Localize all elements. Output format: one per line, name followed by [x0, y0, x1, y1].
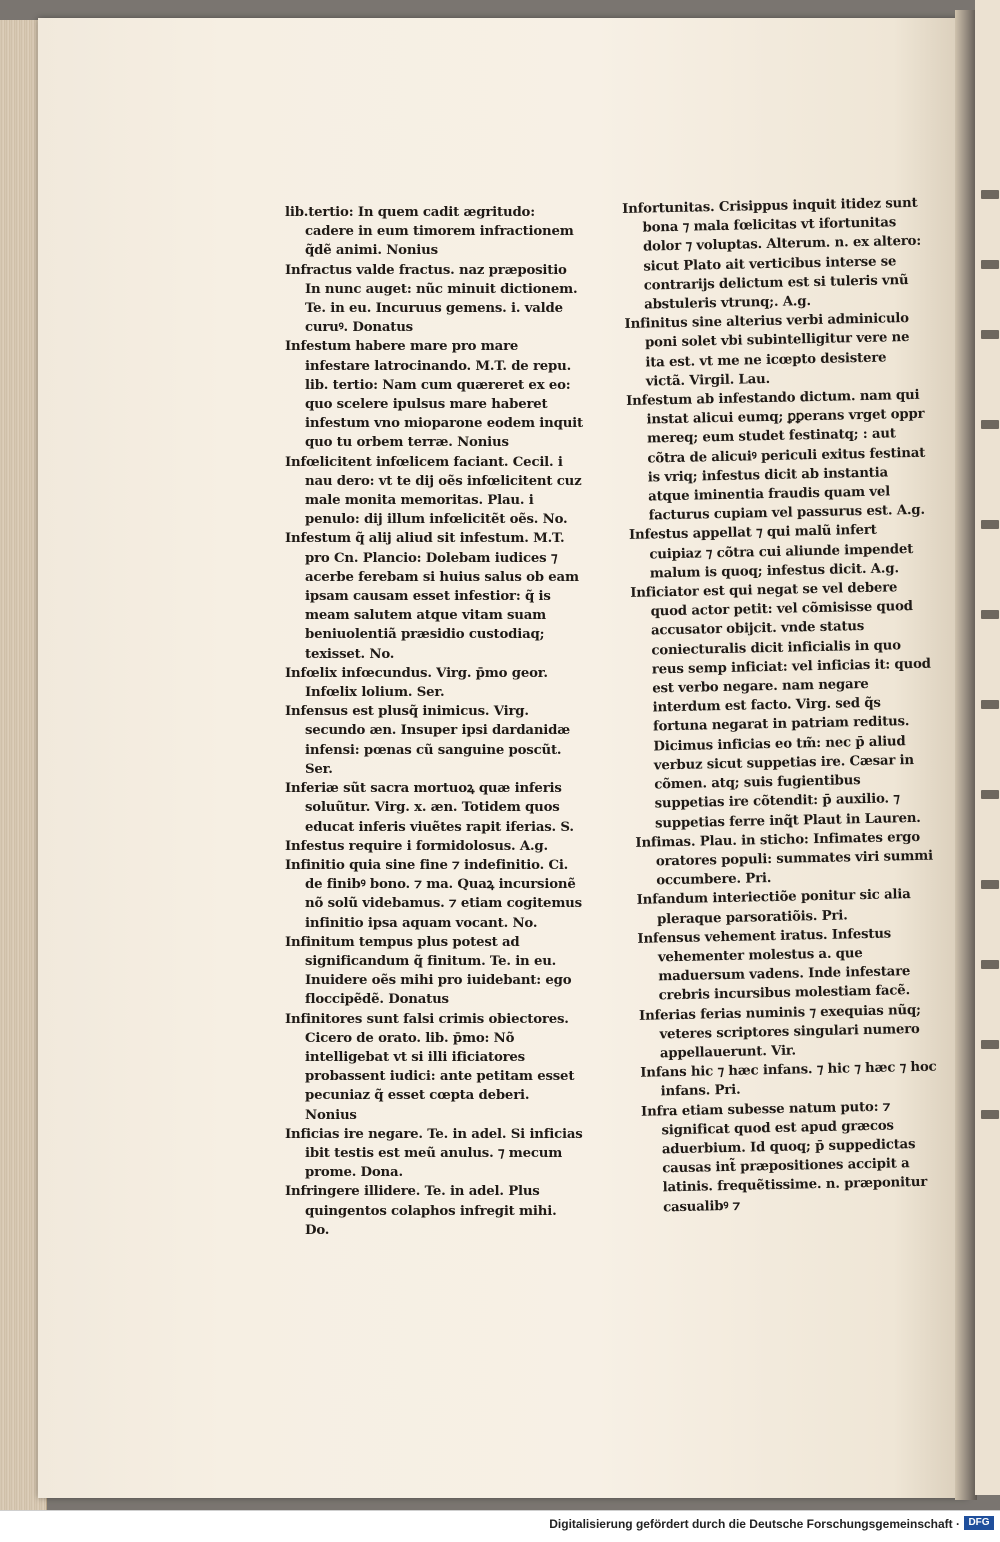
right-text-column [622, 194, 943, 1218]
dictionary-entry: Infœlicitent infœlicem faciant. Cecil. i nau dero: vt te dij oẽs infœlicitent cuz male monita memoritas. Plau. i penulo: dij illum infœlicitẽt oẽs. No. [285, 454, 582, 528]
dictionary-entry: Inferiæ sũt sacra mortuoꝝ quæ inferis soluũtur. Virg. x. æn. Totidem quos educat inferis viuẽtes rapit iferias. S. [285, 781, 574, 835]
dictionary-entry: Infensus est plusq̃ inimicus. Virg. secundo æn. Insuper ipsi dardanidæ infensi: pœnas cũ sanguine poscũt. Ser. [285, 704, 571, 777]
dictionary-entry: Infinitus sine alterius verbi adminiculo poni solet vbi subintelligitur vere ne ita est. vt me ne icœpto desistere victã. Virgil. Lau. [624, 311, 910, 390]
dictionary-entry: Infestum q̃ alij aliud sit infestum. M.T. pro Cn. Plancio: Dolebam iudices ⁊ acerbe ferebam si huius salus ob eam ipsam causam esset infestior: q̃ is meam salutem atque vitam suam beniuolentiã præsidio custodiaq; texisset. No. [285, 531, 579, 662]
dictionary-entry: Infensus vehement iratus. Infestus vehementer molestus a. que maduersum vadens. Inde infestare crebris incursibus molestiam facẽ. [637, 926, 911, 1004]
left-text-column [285, 203, 585, 1240]
dictionary-entry: Infinitores sunt falsi crimis obiectores. Cicero de orato. lib. p̄mo: Nõ intelligebat vt si illi ificiatores probassent iudici: ante petitam esset pecuniaz q̃ esset cœpta deberi. Nonius [285, 1011, 575, 1123]
facing-page-text-fragment [981, 190, 999, 199]
dictionary-entry: Infestus appellat ⁊ qui malũ infert cuipiaz ⁊ cõtra cui aliunde impendet malum is quoq; infestus dicit. A.g. [628, 523, 914, 582]
dictionary-entry: Infestum ab infestando dictum. nam qui instat alicui eumq; ꝑꝑerans vrget oppr mereq; eum studet festinatq; : aut cõtra de alicuiꝰ periculi exitus festinat is vriq; infestus dicit ab instantia atque iminentia fraudis quam vel facturus cupiam vel passurus est. A.g. [626, 387, 926, 524]
facing-page-text-fragment [981, 420, 999, 429]
dictionary-entry: Infortunitas. Crisippus inquit itidez sunt bona ⁊ mala fœlicitas vt ifortunitas dolor ⁊ voluptas. Alterum. n. ex altero: sicut Plato ait verticibus interse se contrarijs delictum est si tuleris vnũ abstuleris vtrunq;. A.g. [622, 195, 922, 313]
dictionary-entry: Inferias ferias numinis ⁊ exequias nũq; veteres scriptores singulari numero appellauerunt. Vir. [638, 1002, 921, 1062]
dictionary-entry: Inficiator est qui negat se vel debere quod actor petit: vel cõmisisse quod accusator obijcit. vnde status coniecturalis dicit inficialis in quo reus semp inficiat: vel inficias it: quod est verbo negare. nam negare interdum est facto. Virg. sed q̃s fortuna negarat in patriam reditus. Dicimus inficias eo tm̃: nec p̄ aliud verbuz sicut suppetias ire. Cæsar in cõmen. atq; suis fugientibus suppetias ire cõtendit: p̄ auxilio. ⁊ suppetias ferre inq̃t Plaut in Lauren. [630, 580, 931, 831]
book-gutter [955, 10, 977, 1500]
dictionary-entry: Infinitio quia sine fine ⁊ indefinitio. Ci. de finibꝰ bono. ⁊ ma. Quaꝝ incursionẽ nõ solũ videbamus. ⁊ etiam cogitemus infinitio ipsa aquam vocant. No. [285, 857, 582, 931]
facing-page-text-fragment [981, 260, 999, 269]
facing-page-text-fragment [981, 960, 999, 969]
dictionary-entry: Infandum interiectiõe ponitur sic alia pleraque parsoratiõis. Pri. [636, 887, 911, 927]
dictionary-entry: Infestum habere mare pro mare infestare latrocinando. M.T. de repu. lib. tertio: Nam cum quæreret ex eo: quo scelere ipulsus mare haberet infestum vno mioparone eodem inquit quo tu orbem terræ. Nonius [285, 339, 583, 451]
dictionary-entry: lib.tertio: In quem cadit ægritudo: cadere in eum timorem infractionem q̃dẽ animi. Nonius [285, 205, 574, 259]
facing-page-text-fragment [981, 330, 999, 339]
dictionary-entry: Infra etiam subesse natum puto: ⁊ significat quod est apud græcos aduerbium. Id quoq; p̄ suppedictas causas int̃ præpositiones accipit a latinis. frequẽtissime. n. præponitur casualibꝰ ⁊ [640, 1099, 928, 1215]
dictionary-entry: Infestus require i formidolosus. A.g. [285, 838, 548, 854]
facing-page-text-fragment [981, 520, 999, 529]
dictionary-entry: Infœlix infœcundus. Virg. p̄mo geor. Infœlix lolium. Ser. [285, 665, 548, 701]
facing-page-text-fragment [981, 790, 999, 799]
facing-page-text-fragment [981, 1110, 999, 1119]
facing-page-text-fragment [981, 700, 999, 709]
dictionary-entry: Infinitum tempus plus potest ad significandum q̃ finitum. Te. in eu. Inuidere oẽs mihi pro iuidebant: ego floccipẽdẽ. Donatus [285, 934, 572, 1008]
digitization-credit: Digitalisierung gefördert durch die Deutsche Forschungsgemeinschaft · [549, 1517, 960, 1531]
dictionary-entry: Inficias ire negare. Te. in adel. Si inficias ibit testis est meũ anulus. ⁊ mecum prome. Dona. [285, 1126, 583, 1181]
dfg-logo: DFG [964, 1516, 994, 1530]
facing-page-text-fragment [981, 880, 999, 889]
dictionary-entry: Infringere illidere. Te. in adel. Plus quingentos colaphos infregit mihi. Do. [285, 1184, 557, 1238]
dictionary-entry: Infans hic ⁊ hæc infans. ⁊ hic ⁊ hæc ⁊ hoc infans. Pri. [640, 1059, 937, 1100]
facing-page-edge [975, 0, 1000, 1495]
facing-page-text-fragment [981, 610, 999, 619]
dictionary-entry: Infractus valde fractus. naz præpositio In nunc auget: nũc minuit dictionem. Te. in eu. Incuruus gemens. i. valde curuꝰ. Donatus [285, 262, 578, 336]
facing-page-text-fragment [981, 1040, 999, 1049]
dictionary-entry: Infimas. Plau. in sticho: Infimates ergo oratores populi: summates viri summi occumbere. Pri. [635, 829, 934, 889]
